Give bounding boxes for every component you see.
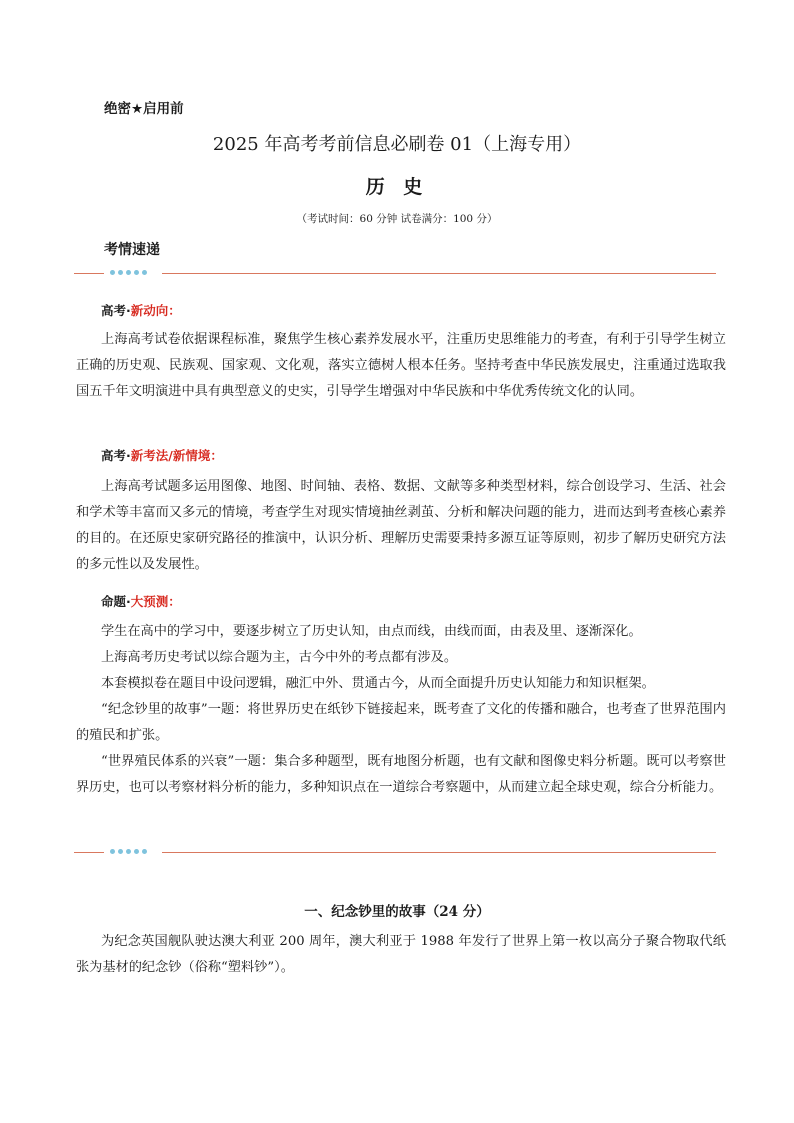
exam-title: 2025 年高考考前信息必刷卷 01（上海专用） [212, 134, 582, 155]
paragraph-prediction [76, 619, 726, 801]
question-intro [76, 929, 726, 981]
exam-time-info: （考试时间：60 分钟 试卷满分：100 分） [296, 213, 498, 225]
label-prediction: 命题·大预测： [101, 594, 181, 609]
paragraph-text: 上海高考历史考试以综合题为主，古今中外的考点都有涉及。 [101, 650, 458, 665]
paragraph-text: “世界殖民体系的兴衰”一题：集合多种题型，既有地图分析题，也有文献和图像史料分析题。既可以考察世界历史，也可以考察材料分析的能力，多种知识点在一道综合考察题中，从而建立起全球史观，综合分析能力。 [76, 754, 726, 795]
paragraph-text: 学生在高中的学习中，要逐步树立了历史认知，由点而线，由线而面，由表及里、逐渐深化。 [101, 624, 642, 639]
overview-title: 考情速递 [104, 242, 160, 258]
paragraph-text: “纪念钞里的故事”一题：将世界历史在纸钞下链接起来，既考查了文化的传播和融合，也考查了世界范围内的殖民和扩张。 [76, 702, 726, 743]
question-title: 一、纪念钞里的故事（24 分） [304, 904, 490, 920]
label-new-methods: 高考·新考法/新情境： [101, 448, 223, 463]
paragraph-new-methods [76, 474, 726, 578]
section-divider-top [74, 268, 716, 280]
paragraph-new-trend [76, 327, 726, 405]
paragraph-text: 上海高考试卷依据课程标准，聚焦学生核心素养发展水平，注重历史思维能力的考查，有利于引导学生树立正确的历史观、民族观、国家观、文化观，落实立德树人根本任务。坚持考查中华民族发展史，注重通过选取我国五千年文明演进中具有典型意义的史实，引导学生增强对中华民族和中华优秀传统文化的认同。 [76, 332, 726, 399]
secret-mark: 绝密★启用前 [104, 101, 184, 117]
section-divider-bottom [74, 847, 716, 859]
paragraph-text: 为纪念英国舰队驶达澳大利亚 200 周年，澳大利亚于 1988 年发行了世界上第一枚以高分子聚合物取代纸张为基材的纪念钞（俗称“塑料钞”）。 [76, 934, 726, 975]
paragraph-text: 本套模拟卷在题目中设问逻辑，融汇中外、贯通古今，从而全面提升历史认知能力和知识框架。 [101, 676, 655, 691]
paragraph-text: 上海高考试题多运用图像、地图、时间轴、表格、数据、文献等多种类型材料，综合创设学习、生活、社会和学术等丰富而又多元的情境，考查学生对现实情境抽丝剥茧、分析和解决问题的能力，进而达到考查核心素养的目的。在还原史家研究路径的推演中，认识分析、理解历史需要秉持多源互证等原则，初步了解历史研究方法的多元性以及发展性。 [76, 479, 726, 572]
label-new-trend: 高考·新动向： [101, 303, 181, 318]
subject-title: 历 史 [365, 176, 429, 198]
